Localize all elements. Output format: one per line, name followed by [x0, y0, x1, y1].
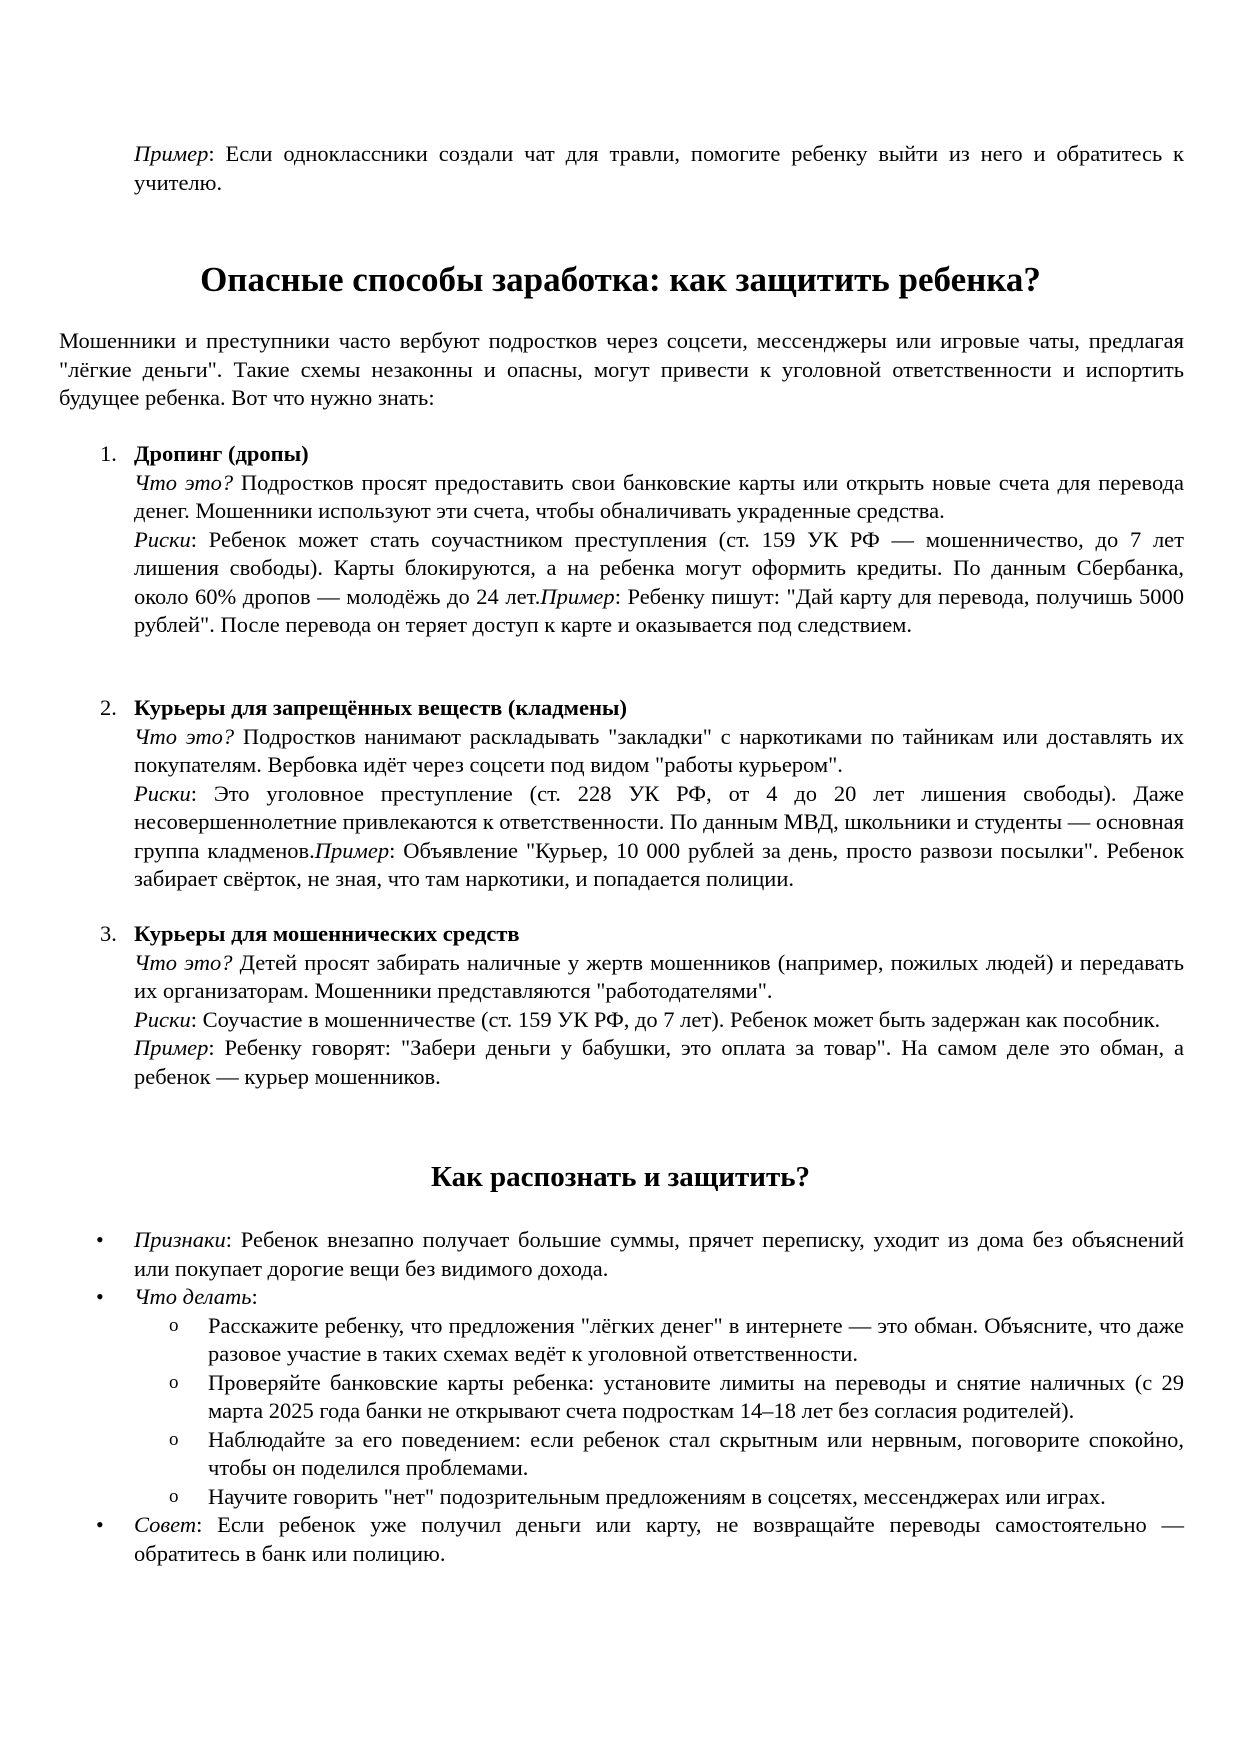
example-text: : Объявление "Курьер, 10 000 рублей за день, просто развози посылки". Ребенок забирает свёрток, не зная, что там наркотики, и попадается полиции. [134, 837, 1184, 891]
intro-example-text: : Если одноклассники создали чат для травли, помогите ребенку выйти из него и обратитесь к учителю. [134, 141, 1184, 195]
sub-bullet-marker: o [169, 1485, 179, 1507]
sub-list-item [169, 1483, 1184, 1512]
what-to-do-sub-list [169, 1312, 1184, 1512]
example-paragraph [134, 1034, 1184, 1091]
sub-list-item-text: Научите говорить "нет" подозрительным предложениям в соцсетях, мессенджерах или играх. [208, 1483, 1106, 1509]
what-is-it-text: Детей просят забирать наличные у жертв мошенников (например, пожилых людей) и передавать их организаторам. Мошенники представляются "работодателями". [134, 949, 1184, 1003]
sub-bullet-marker: o [169, 1428, 179, 1450]
intro-example-label: Пример [134, 141, 209, 166]
list-item-couriers-fraud [100, 920, 1184, 1091]
list-item-dropping [100, 440, 1185, 640]
advice-text: : Если ребенок уже получил деньги или карту, не возвращайте переводы самостоятельно — обратитесь в банк или полицию. [134, 1512, 1184, 1566]
risks-paragraph [134, 1006, 1184, 1035]
example-label: Пример [314, 837, 390, 863]
risks-label: Риски [134, 780, 191, 806]
main-heading: Опасные способы заработка: как защитить ребенка? [200, 260, 1041, 299]
risks-text: : Это уголовное преступление (ст. 228 УК РФ, от 4 до 20 лет лишения свободы). Даже несовершеннолетние привлекаются к ответственности. По данным МВД, школьники и студенты — основная группа кладменов. [134, 780, 1184, 863]
risks-paragraph [134, 526, 1184, 640]
what-is-it-paragraph [134, 949, 1184, 1006]
what-is-it-label: Что это? [134, 469, 234, 495]
sub-list-item-text: Проверяйте банковские карты ребенка: установите лимиты на переводы и снятие наличных (с 29 марта 2025 года банки не открывают счета подросткам 14–18 лет без согласия родителей). [208, 1369, 1184, 1423]
risks-paragraph [134, 780, 1184, 894]
list-item-couriers-drugs [100, 694, 1185, 894]
what-is-it-text: Подростков нанимают раскладывать "закладки" с наркотиками по тайникам или доставлять их покупателям. Вербовка идёт через соцсети под видом "работы курьером". [134, 723, 1185, 777]
sub-list-item-text: Расскажите ребенку, что предложения "лёгких денег" в интернете — это обман. Объясните, что даже разовое участие в таких схемах ведёт к уголовной ответственности. [208, 1312, 1184, 1366]
risks-text: : Ребенок может стать соучастником преступления (ст. 159 УК РФ — мошенничество, до 7 лет лишения свободы). Карты блокируются, а на ребенка могут оформить кредиты. По данным Сбербанка, около 60% дропов — молодёжь до 24 лет. [134, 526, 1184, 609]
advice-label: Совет [134, 1512, 197, 1537]
what-is-it-paragraph [134, 469, 1184, 526]
sub-list-item [169, 1426, 1184, 1483]
sub-list-item-text: Наблюдайте за его поведением: если ребенок стал скрытным или нервным, поговорите спокойно, чтобы он поделился проблемами. [208, 1426, 1184, 1480]
intro-example-paragraph [134, 140, 1184, 197]
list-item-title: Дропинг (дропы) [134, 441, 309, 466]
bullet-item-signs [96, 1226, 1184, 1283]
sub-bullet-marker: o [169, 1371, 179, 1393]
what-is-it-text: Подростков просят предоставить свои банковские карты или открыть новые счета для перевода денег. Мошенники используют эти счета, чтобы обналичивать украденные средства. [134, 469, 1185, 523]
lead-paragraph: Мошенники и преступники часто вербуют подростков через соцсети, мессенджеры или игровые чаты, предлагая "лёгкие деньги". Такие схемы незаконны и опасны, могут привести к уголовной ответственности и испортить будущее ребенка. Вот что нужно знать: [59, 328, 1184, 410]
list-item-number: 3. [100, 921, 117, 946]
risks-label: Риски [134, 1006, 191, 1032]
what-is-it-label: Что это? [134, 949, 233, 975]
list-item-title: Курьеры для запрещённых веществ (кладмены) [134, 695, 627, 720]
bullet-item-what-to-do [96, 1283, 1184, 1511]
risks-text: : Соучастие в мошенничестве (ст. 159 УК РФ, до 7 лет). Ребенок может быть задержан как пособник. [190, 1006, 1161, 1032]
bullet-marker: • [96, 1284, 104, 1309]
example-text: : Ребенку говорят: "Забери деньги у бабушки, это оплата за товар". На самом деле это обман, а ребенок — курьер мошенников. [134, 1035, 1184, 1089]
protection-bullet-list [96, 1226, 1184, 1568]
list-item-title: Курьеры для мошеннических средств [134, 921, 520, 946]
example-label: Пример [540, 583, 615, 609]
list-item-number: 2. [100, 695, 117, 720]
bullet-marker: • [96, 1512, 104, 1537]
list-item-number: 1. [100, 441, 117, 466]
example-text: : Ребенку пишут: "Дай карту для перевода, получишь 5000 рублей". После перевода он теряет доступ к карте и оказывается под следствием. [134, 583, 1184, 637]
what-is-it-label: Что это? [134, 723, 235, 749]
sub-list-item [169, 1369, 1184, 1426]
sub-heading: Как распознать и защитить? [430, 1161, 811, 1193]
what-to-do-colon: : [251, 1284, 258, 1309]
bullet-item-advice [96, 1511, 1184, 1568]
sub-bullet-marker: o [169, 1314, 179, 1336]
what-to-do-label: Что делать [134, 1284, 252, 1309]
example-label: Пример [134, 1035, 209, 1060]
what-is-it-paragraph [134, 723, 1184, 780]
bullet-marker: • [96, 1227, 104, 1252]
signs-label: Признаки [134, 1227, 226, 1252]
sub-list-item [169, 1312, 1184, 1369]
signs-text: : Ребенок внезапно получает большие суммы, прячет переписку, уходит из дома без объяснений или покупает дорогие вещи без видимого дохода. [134, 1227, 1184, 1281]
risks-label: Риски [134, 526, 191, 552]
